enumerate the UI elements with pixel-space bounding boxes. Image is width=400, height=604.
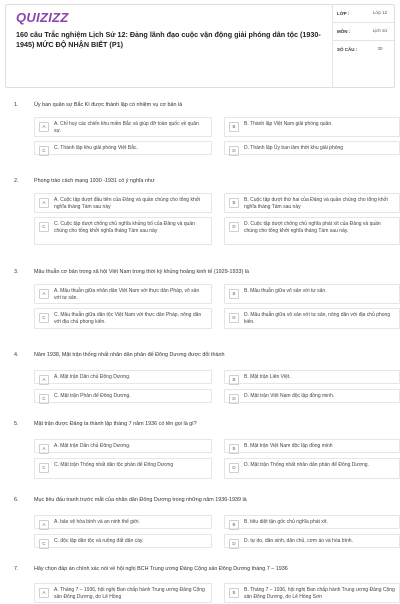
question-prompt: Mặt trận được Đảng ta thành lập tháng 7 năm 1936 có tên gọi là gì?	[34, 421, 197, 427]
question-prompt: Mâu thuẫn cơ bản trong xã hội Việt Nam trong thời kỳ khủng hoảng kinh tế (1929-1933) là	[34, 269, 249, 275]
grade-row	[333, 9, 394, 16]
option-text: C. Cuộc tập dượt chống chủ nghĩa khủng bố của Đảng và quần chúng cho tổng khởi nghĩa tháng Tám sau này	[54, 221, 195, 234]
option-text: D. Mặt trận Việt Nam độc lập đồng minh.	[244, 393, 335, 399]
question-prompt: Mục tiêu đấu tranh trước mắt của nhân dân Đông Dương trong những năm 1936-1939 là	[34, 497, 247, 503]
option-text: B. Tháng 7 – 1936, hội nghị Ban chấp hành Trung ương Đảng Cộng sản Đông Dương, do Lê Hồng Sơn	[244, 587, 395, 600]
option-text: D. Cuộc tập dượt chống chủ nghĩa phát xít của Đảng và quần chúng cho tổng khởi nghĩa tháng Tám sau này.	[244, 221, 381, 234]
option-text: C. Mâu thuẫn giữa dân tộc Việt Nam với thực dân Pháp, nông dân với địa chủ phong kiến.	[54, 312, 202, 325]
count-row	[333, 45, 394, 52]
option-key: B	[229, 375, 239, 385]
option-key: A	[39, 198, 49, 208]
option-b[interactable]	[224, 284, 400, 304]
option-a[interactable]	[34, 583, 212, 603]
option-text: D. Thành lập Ủy ban lâm thời khu giải phóng	[244, 145, 344, 151]
question-1	[14, 101, 390, 153]
option-key: B	[229, 588, 239, 598]
option-key: B	[229, 520, 239, 530]
option-key: D	[229, 222, 239, 232]
option-text: A. Mặt trận Dân chủ Đông Dương.	[54, 443, 131, 449]
option-text: B. Mặt trận Liên Việt.	[244, 374, 291, 380]
option-key: D	[229, 394, 239, 404]
option-c[interactable]	[34, 217, 212, 245]
option-text: A. Mặt trận Dân chủ Đông Dương.	[54, 374, 131, 380]
question-number: 4.	[14, 352, 19, 358]
question-text	[14, 420, 390, 428]
option-key: C	[39, 394, 49, 404]
option-b[interactable]	[224, 583, 400, 603]
option-a[interactable]	[34, 193, 212, 213]
option-a[interactable]	[34, 439, 212, 453]
option-c[interactable]	[34, 141, 212, 155]
option-d[interactable]	[224, 217, 400, 245]
option-c[interactable]	[34, 389, 212, 403]
option-b[interactable]	[224, 193, 400, 213]
option-b[interactable]	[224, 515, 400, 529]
option-key: A	[39, 375, 49, 385]
option-text: C. Mặt trận Thống nhất dân tộc phản đế Đông Dương	[54, 462, 174, 468]
option-text: A. Tháng 7 – 1936, hội nghị Ban chấp hành Trung ương Đảng Cộng sản Đông Dương, do Lê Hồng	[54, 587, 205, 600]
option-text: D. tự do, dân sinh, dân chủ, cơm áo và hòa bình.	[244, 538, 353, 544]
option-d[interactable]	[224, 534, 400, 548]
question-text	[14, 177, 390, 185]
question-number: 2.	[14, 178, 19, 184]
worksheet-header	[5, 4, 395, 88]
question-text	[14, 101, 390, 109]
option-text: B. Thành lập Việt Nam giải phóng quân.	[244, 121, 333, 127]
option-text: C. độc lập dân tộc và ruộng đất dân cày.	[54, 538, 144, 544]
subject-row	[333, 27, 394, 34]
question-number: 6.	[14, 497, 19, 503]
question-2	[14, 177, 390, 234]
grade-value: Lớp 12	[372, 10, 388, 15]
option-text: A. Mâu thuẫn giữa nhân dân Việt Nam với thực dân Pháp, vô sản với tư sản.	[54, 288, 200, 301]
grade-label: LỚP :	[337, 11, 350, 16]
option-a[interactable]	[34, 284, 212, 304]
option-key: B	[229, 444, 239, 454]
question-6	[14, 496, 390, 546]
option-key: A	[39, 289, 49, 299]
option-c[interactable]	[34, 458, 212, 479]
option-text: A. Cuộc tập dượt đầu tiên của Đảng và quần chúng cho tổng khởi nghĩa tháng Tám sau này	[54, 197, 201, 210]
option-key: A	[39, 444, 49, 454]
question-text	[14, 565, 390, 573]
option-key: B	[229, 289, 239, 299]
question-7	[14, 565, 395, 600]
question-number: 1.	[14, 102, 19, 108]
option-key: D	[229, 539, 239, 549]
option-key: C	[39, 313, 49, 323]
option-text: C. Mặt trận Phản đế Đông Dương.	[54, 393, 131, 399]
question-prompt: Hãy chọn đáp án chính xác nói về hội nghị BCH Trung ương Đảng Cộng sản Đông Dương tháng 7 – 1936	[34, 566, 288, 572]
option-text: D. Mặt trận Thống nhất nhân dân phản đế Đông Dương.	[244, 462, 369, 468]
option-key: A	[39, 122, 49, 132]
question-number: 5.	[14, 421, 19, 427]
option-text: C. Thành lập khu giải phóng Việt Bắc.	[54, 145, 138, 151]
worksheet-meta	[332, 5, 394, 87]
header-left	[6, 5, 332, 87]
question-4	[14, 351, 390, 401]
question-prompt: Năm 1938, Mặt trận thống nhất nhân dân phản đế Đông Dương được đổi thành	[34, 352, 225, 358]
option-b[interactable]	[224, 370, 400, 384]
worksheet-page	[0, 4, 400, 604]
meta-divider	[333, 40, 394, 41]
subject-label: MÔN :	[337, 29, 351, 34]
count-value: 30	[377, 46, 383, 51]
option-key: C	[39, 146, 49, 156]
option-a[interactable]	[34, 370, 212, 384]
option-d[interactable]	[224, 308, 400, 329]
subject-value: Lịch sử	[372, 28, 388, 33]
option-text: A. bảo vệ hòa bình và an ninh thế giới.	[54, 519, 140, 525]
option-a[interactable]	[34, 117, 212, 137]
quizizz-logo: QUIZIZZ	[16, 10, 69, 25]
option-text: B. Mặt trận Việt Nam độc lập đồng minh	[244, 443, 333, 449]
option-b[interactable]	[224, 117, 400, 137]
option-key: C	[39, 539, 49, 549]
option-key: A	[39, 588, 49, 598]
question-5	[14, 420, 390, 470]
option-b[interactable]	[224, 439, 400, 453]
option-text: B. tiêu diệt tận gốc chủ nghĩa phát xít.	[244, 519, 328, 525]
option-d[interactable]	[224, 141, 400, 155]
option-text: B. Mâu thuẫn giữa vô sản với tư sản.	[244, 288, 327, 294]
option-text: B. Cuộc tập dượt thứ hai của Đảng và quần chúng cho tổng khởi nghĩa tháng Tám sau này	[244, 197, 388, 210]
option-text: A. Chỉ huy các chiến khu miền Bắc và giúp đỡ toàn quốc về quân sự.	[54, 121, 199, 134]
option-d[interactable]	[224, 389, 400, 403]
question-prompt: Ủy ban quân sự Bắc Kì được thành lập có nhiệm vụ cơ bản là	[34, 102, 183, 108]
option-d[interactable]	[224, 458, 400, 479]
option-key: D	[229, 313, 239, 323]
question-text	[14, 496, 390, 504]
option-text: D. Mâu thuẫn giữa vô sản với tư sản, nông dân với địa chủ phong kiến.	[244, 312, 391, 325]
meta-divider	[333, 22, 394, 23]
count-label: SỐ CÂU :	[337, 47, 358, 52]
option-a[interactable]	[34, 515, 212, 529]
option-key: B	[229, 198, 239, 208]
option-key: D	[229, 463, 239, 473]
option-key: D	[229, 146, 239, 156]
question-text	[14, 351, 390, 359]
option-key: B	[229, 122, 239, 132]
question-text	[14, 268, 390, 276]
question-number: 3.	[14, 269, 19, 275]
option-c[interactable]	[34, 308, 212, 329]
option-key: A	[39, 520, 49, 530]
option-key: C	[39, 222, 49, 232]
option-c[interactable]	[34, 534, 212, 548]
question-prompt: Phong trào cách mạng 1930 -1931 có ý nghĩa như	[34, 178, 155, 184]
worksheet-title: 160 câu Trắc nghiệm Lịch Sử 12: Đảng lãnh đạo cuộc vận động giải phóng dân tộc (1930-1945) MỨC ĐỘ NHẬN BIẾT (P1)	[16, 30, 321, 49]
question-3	[14, 268, 391, 325]
option-key: C	[39, 463, 49, 473]
question-number: 7.	[14, 566, 19, 572]
